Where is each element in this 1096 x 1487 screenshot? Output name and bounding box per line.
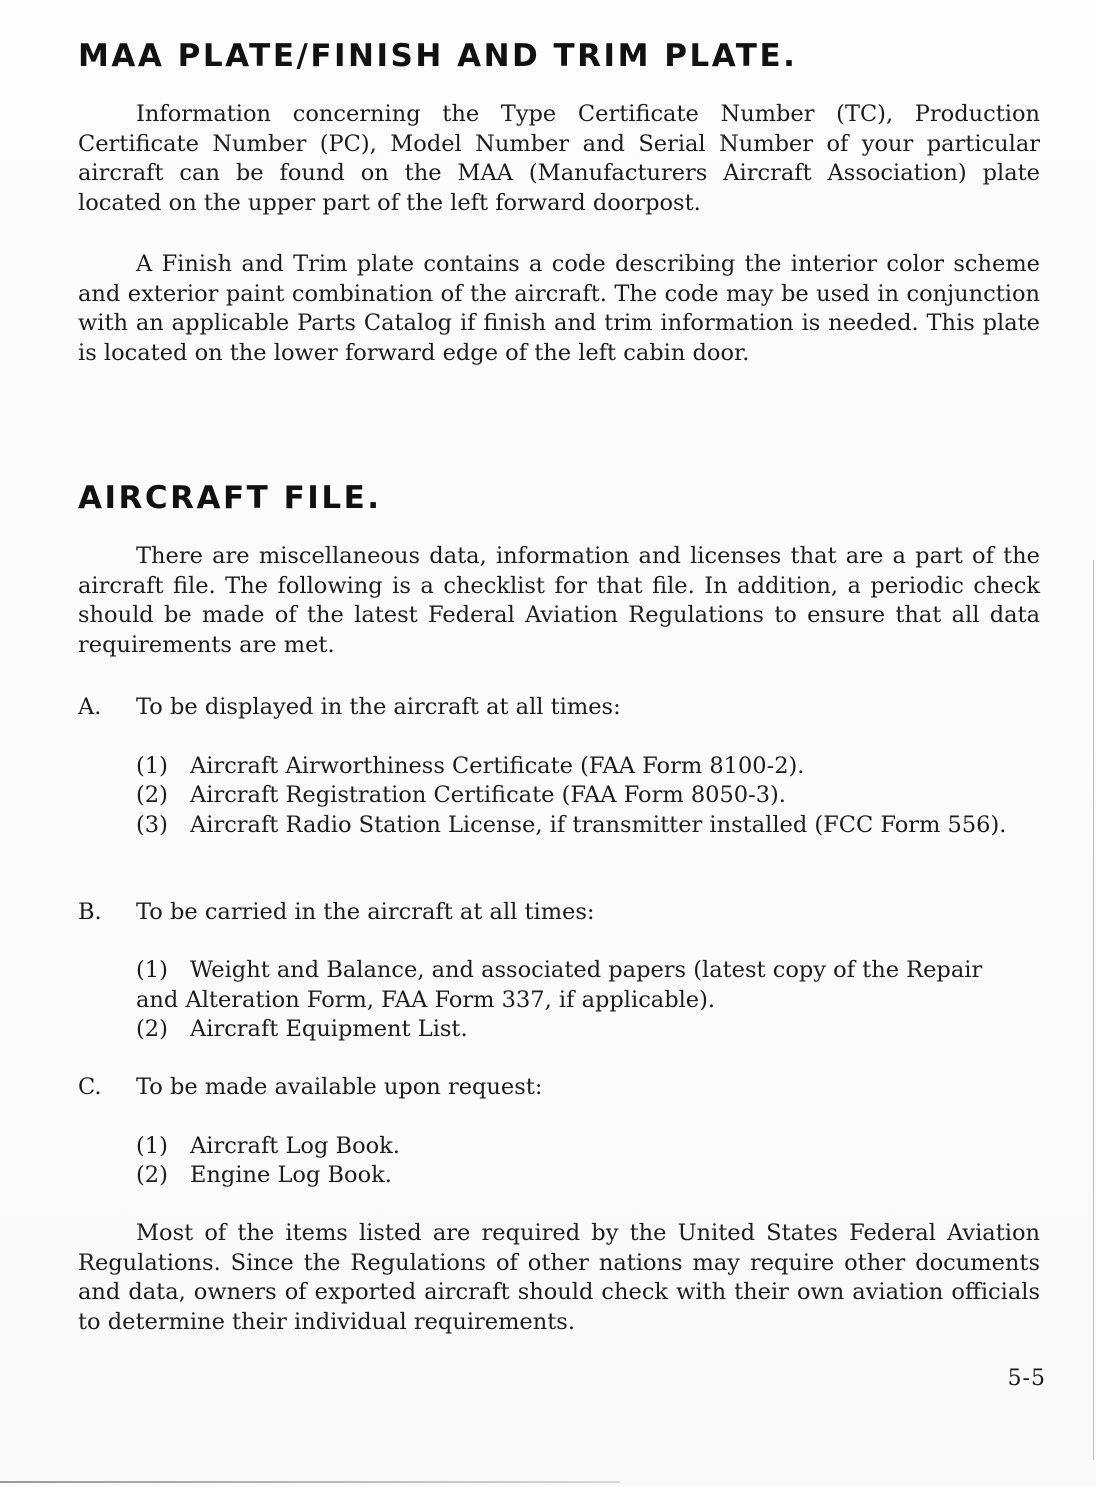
list-b-item-1 (136, 956, 1016, 1015)
list-item-number: (2) (136, 1162, 168, 1188)
list-c-title: To be made available upon request: (136, 1074, 543, 1100)
scan-edge-right (1093, 560, 1094, 1460)
list-item-number: (1) (136, 1133, 168, 1159)
heading-maa-plate: MAA PLATE/FINISH AND TRIM PLATE. (78, 38, 798, 74)
paragraph-maa-plate: Information concerning the Type Certificate Number (TC), Production Certificate Number (PC), Model Number and Serial Number of your particular aircraft can be found on the MAA (Manufacturers Aircraft Association) plate located on the upper part of the left forward doorpost. (78, 101, 1040, 216)
heading-aircraft-file: AIRCRAFT FILE. (78, 480, 382, 516)
scan-edge-bottom (0, 1481, 620, 1483)
list-item-number: (1) (136, 753, 168, 779)
list-item-text: Weight and Balance, and associated papers (latest copy of the Repair and Alteration Form, FAA Form 337, if applicable). (136, 957, 983, 1013)
list-item-text: Aircraft Log Book. (190, 1133, 400, 1159)
page-number: 5-5 (1007, 1366, 1046, 1391)
list-item-number: (2) (136, 1016, 168, 1042)
paragraph-finish-trim: A Finish and Trim plate contains a code describing the interior color scheme and exterior paint combination of the aircraft. The code may be used in conjunction with an applicable Parts Catalog if finish and trim information is needed. This plate is located on the lower forward edge of the left cabin door. (78, 251, 1040, 366)
paragraph-closing: Most of the items listed are required by the United States Federal Aviation Regulations. Since the Regulations of other nations may require other documents and data, owners of exported aircraft should check with their own aviation officials to determine their individual requirements. (78, 1220, 1040, 1335)
list-item-text: Aircraft Radio Station License, if transmitter installed (FCC Form 556). (190, 812, 1007, 838)
list-a-item-3 (136, 811, 1016, 841)
list-c-item-2 (136, 1161, 1016, 1191)
list-item-text: Aircraft Airworthiness Certificate (FAA Form 8100-2). (190, 753, 805, 779)
list-item-text: Aircraft Equipment List. (190, 1016, 468, 1042)
list-item-text: Engine Log Book. (190, 1162, 392, 1188)
list-item-number: (3) (136, 812, 168, 838)
list-b-heading (78, 898, 595, 928)
list-c-item-1 (136, 1132, 1016, 1162)
list-a-heading (78, 693, 621, 723)
list-b-letter: B. (78, 899, 102, 925)
list-a-title: To be displayed in the aircraft at all times: (136, 694, 621, 720)
list-c-letter: C. (78, 1074, 102, 1100)
list-b-item-2 (136, 1015, 1016, 1045)
list-item-number: (2) (136, 782, 168, 808)
list-a-letter: A. (78, 694, 102, 720)
list-a-item-2 (136, 781, 1016, 811)
list-item-text: Aircraft Registration Certificate (FAA Form 8050-3). (190, 782, 786, 808)
list-c-heading (78, 1073, 542, 1103)
list-a-item-1 (136, 752, 1016, 782)
list-b-title: To be carried in the aircraft at all times: (136, 899, 595, 925)
list-item-number: (1) (136, 957, 168, 983)
paragraph-aircraft-file-intro: There are miscellaneous data, information and licenses that are a part of the aircraft file. The following is a checklist for that file. In addition, a periodic check should be made of the latest Federal Aviation Regulations to ensure that all data requirements are met. (78, 543, 1040, 658)
